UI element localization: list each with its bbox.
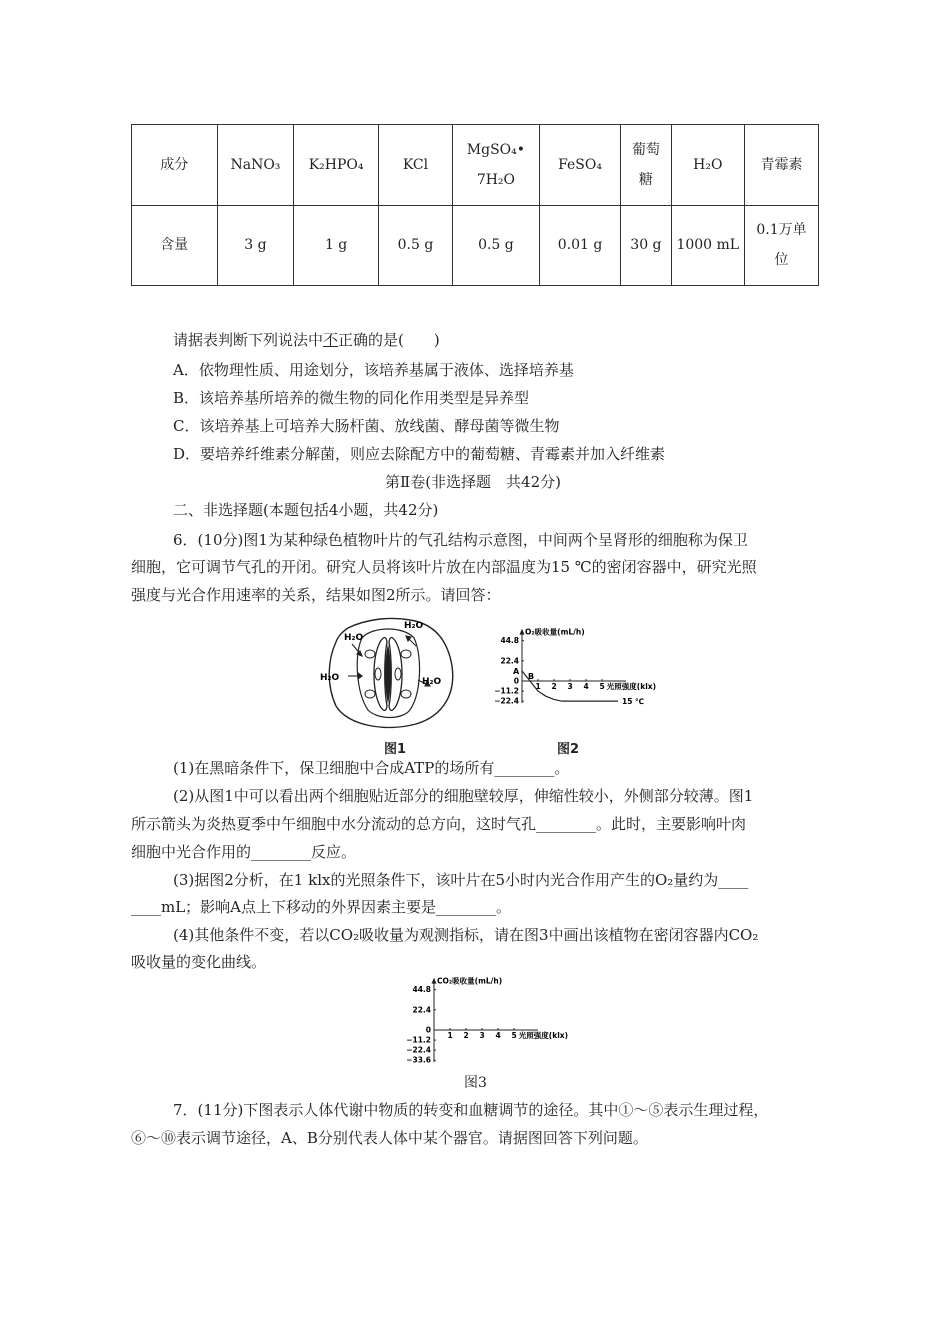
series-label: 15 ℃ — [622, 697, 645, 707]
table-cell-text: 0.01 g — [557, 237, 603, 254]
subsidiary-cell — [365, 650, 375, 658]
question-6-sub: (4)其他条件不变，若以CO₂吸收量为观测指标，请在图3中画出该植物在密闭容器内CO₂ — [173, 926, 759, 944]
y-tick-label: −11.2 — [406, 1035, 431, 1045]
x-axis-label: 光照强度(klx) — [606, 682, 657, 691]
y-tick-label: −33.6 — [406, 1055, 431, 1065]
question-6-line: 强度与光合作用速率的关系，结果如图2所示。请回答： — [131, 586, 501, 604]
y-tick-label: 44.8 — [412, 985, 431, 995]
x-tick-label: 3 — [567, 682, 573, 691]
option-a: A．依物理性质、用途划分，该培养基属于液体、选择培养基 — [173, 361, 574, 379]
table-cell-text: 0.1万单 — [756, 222, 807, 239]
y-tick-label: 44.8 — [500, 636, 519, 646]
question-5-stem — [173, 330, 440, 350]
table-cell-text: 葡萄 — [631, 141, 660, 158]
h2o-label: H₂O — [320, 673, 340, 683]
question-6-line: 细胞，它可调节气孔的开闭。研究人员将该叶片放在内部温度为15 ℃的密闭容器中，研究光照 — [131, 558, 757, 576]
table-cell-text: 7H₂O — [476, 171, 516, 188]
table-cell-component — [294, 125, 379, 206]
x-tick-label: 5 — [511, 1031, 517, 1040]
question-5-stem-emphasis: 不 — [323, 331, 339, 349]
h2o-label: H₂O — [422, 677, 442, 687]
table-cell-component — [539, 125, 621, 206]
x-tick-label: 3 — [479, 1031, 485, 1040]
point-label-a: A — [513, 666, 520, 676]
table-row-label: 含量 — [132, 205, 218, 286]
table-cell-text: 青霉素 — [760, 156, 803, 173]
table-cell-text: 0.5 g — [397, 237, 434, 254]
x-tick-label: 5 — [599, 682, 605, 691]
part-title: 二、非选择题(本题包括4小题，共42分) — [173, 501, 439, 519]
y-axis-label: CO₂吸收量(mL/h) — [437, 976, 503, 986]
question-6-sub: 所示箭头为炎热夏季中午细胞中水分流动的总方向，这时气孔________。此时，主要影响叶肉 — [131, 815, 747, 833]
table-cell-text: H₂O — [693, 156, 723, 173]
y-tick-label: 0 — [425, 1025, 431, 1035]
table-row-amounts — [132, 205, 819, 286]
y-axis-arrow — [520, 629, 525, 635]
y-axis-label: O₂吸收量(mL/h) — [525, 627, 585, 637]
y-tick-label: −22.4 — [406, 1045, 431, 1055]
figure-2-caption: 图2 — [557, 742, 580, 757]
h2o-label: H₂O — [344, 633, 364, 643]
y-tick-label: −11.2 — [494, 686, 519, 696]
table-cell-component — [217, 125, 294, 206]
table-cell-text: 位 — [774, 252, 789, 269]
figure-1-caption: 图1 — [384, 742, 407, 757]
option-c: C．该培养基上可培养大肠杆菌、放线菌、酵母菌等微生物 — [173, 417, 560, 435]
table-cell-amount — [745, 205, 819, 286]
question-6-sub: (3)据图2分析，在1 klx的光照条件下，该叶片在5小时内光合作用产生的O₂量约为____ — [173, 871, 749, 889]
question-6-sub: (2)从图1中可以看出两个细胞贴近部分的细胞壁较厚，伸缩性较小，外侧部分较薄。图1 — [173, 787, 754, 805]
x-tick-label: 4 — [495, 1031, 501, 1040]
y-tick-label: 22.4 — [500, 656, 519, 666]
h2o-label: H₂O — [404, 621, 424, 631]
x-tick-label: 1 — [447, 1031, 453, 1040]
question-5-stem-part: 正确的是( ) — [338, 331, 440, 349]
table-cell-component — [745, 125, 819, 206]
table-cell-text: 30 g — [630, 237, 662, 254]
table-cell-amount — [671, 205, 745, 286]
table-cell-text: 3 g — [244, 237, 267, 254]
table-cell-component — [378, 125, 452, 206]
y-tick-label: 22.4 — [412, 1005, 431, 1015]
table-cell-amount — [378, 205, 452, 286]
chart-fig3 — [398, 976, 588, 1070]
question-6-line: 6．(10分)图1为某种绿色植物叶片的气孔结构示意图，中间两个呈肾形的细胞称为保卫 — [173, 531, 748, 549]
option-b: B．该培养基所培养的微生物的同化作用类型是异养型 — [173, 389, 530, 407]
table-cell-text: 0.5 g — [478, 237, 514, 254]
question-6-sub: ____mL；影响A点上下移动的外界因素主要是________。 — [131, 898, 512, 916]
table-cell-amount — [217, 205, 294, 286]
table-cell-component — [453, 125, 540, 206]
x-tick-label: 4 — [583, 682, 589, 691]
question-6-sub: 吸收量的变化曲线。 — [131, 953, 267, 971]
subsidiary-cell — [365, 690, 375, 698]
question-7-line: 7．(11分)下图表示人体代谢中物质的转变和血糖调节的途径。其中①～⑤表示生理过程， — [173, 1101, 769, 1119]
x-tick-label: 2 — [551, 682, 557, 691]
table-cell-text: 糖 — [638, 171, 653, 188]
y-axis-arrow — [432, 978, 437, 984]
table-cell-text: 1000 mL — [676, 237, 740, 254]
subsidiary-cell — [401, 690, 411, 698]
question-5-stem-part: 请据表判断下列说法中 — [173, 331, 324, 349]
option-d: D．要培养纤维素分解菌，则应去除配方中的葡萄糖、青霉素并加入纤维素 — [173, 445, 666, 463]
question-6-sub: 细胞中光合作用的________反应。 — [131, 843, 357, 861]
table-cell-text: MgSO₄• — [466, 141, 526, 158]
table-cell-component — [671, 125, 745, 206]
question-7-line: ⑥～⑩表示调节途径，A、B分别代表人体中某个器官。请据图回答下列问题。 — [131, 1129, 648, 1147]
table-cell-amount — [621, 205, 671, 286]
y-tick-label: −22.4 — [494, 696, 519, 706]
table-cell-text: NaNO₃ — [230, 156, 281, 173]
chart-fig2 — [482, 616, 662, 720]
x-tick-label: 2 — [463, 1031, 469, 1040]
table-header-label: 成分 — [132, 125, 218, 206]
y-tick-label: 0 — [513, 676, 519, 686]
table-cell-text: KCl — [402, 156, 429, 173]
table-cell-amount — [453, 205, 540, 286]
volume-title: 第Ⅱ卷(非选择题 共42分) — [385, 473, 561, 491]
question-6-sub: (1)在黑暗条件下，保卫细胞中合成ATP的场所有________。 — [173, 759, 570, 777]
table-row-components — [132, 125, 819, 206]
point-label-b: B — [528, 672, 535, 681]
x-tick-label: 1 — [535, 682, 541, 691]
x-axis-label: 光照强度(klx) — [518, 1031, 569, 1040]
table-cell-amount — [294, 205, 379, 286]
figure-3-caption: 图3 — [464, 1075, 487, 1091]
medium-composition-table — [131, 124, 819, 286]
stomata-diagram — [318, 614, 458, 734]
table-cell-text: K₂HPO₄ — [308, 156, 364, 173]
table-cell-text: 1 g — [324, 237, 348, 254]
table-cell-amount — [539, 205, 621, 286]
subsidiary-cell — [401, 650, 411, 658]
table-cell-text: FeSO₄ — [558, 156, 602, 173]
table-cell-component — [621, 125, 671, 206]
